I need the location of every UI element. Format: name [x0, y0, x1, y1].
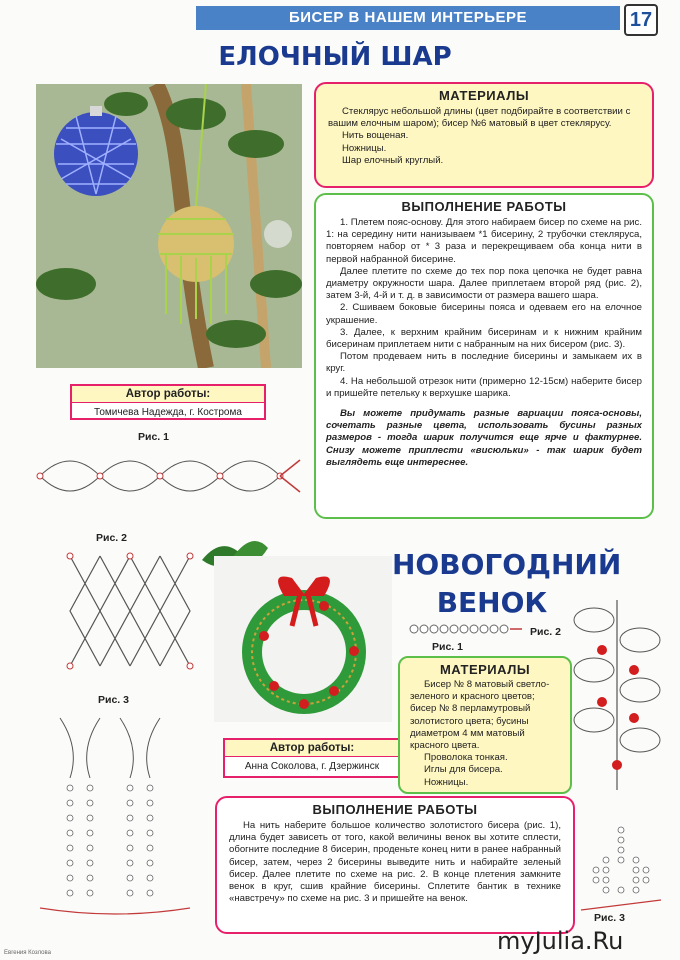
beading-diagram: [406, 622, 522, 636]
figure-label: Рис. 2: [530, 626, 561, 638]
beading-diagram: [40, 708, 190, 918]
instruction-note: Вы можете придумать разные вариации пояса-основы, сочетать разные цвета, использовать бусины разных размеров - тогда шарик получится еще ярче и фактурнее. Снизу можете приплести «висюльки» - так шарик будет выглядеть еще интереснее.: [326, 408, 642, 468]
materials-line: Иглы для бисера.: [424, 764, 503, 776]
author-name: Анна Соколова, г. Дзержинск: [244, 761, 380, 772]
instruction-step: Потом продеваем нить в последние бисерины и замыкаем их в круг.: [326, 351, 642, 375]
instructions-heading: ВЫПОЛНЕНИЕ РАБОТЫ: [312, 802, 478, 817]
photo-credit: Евгения Козлова: [4, 950, 51, 956]
article2-title-line: ВЕНОК: [436, 586, 548, 619]
materials-line: Бисер № 8 матовый светло-зеленого и красного цветов; бисер № 8 перламутровый золотистого цвета; бусины диаметром 4 мм матовый красного цвета.: [410, 679, 550, 752]
figure-label: Рис. 2: [96, 532, 127, 544]
figure-label: Рис. 1: [138, 431, 169, 443]
instruction-step: 1. Плетем пояс-основу. Для этого набираем бисер по схеме на рис. 1: на середину нити нанизываем *1 бисерину, 2 трубочки стекляруса, повторяем набор от * 3 раза и перекрещиваем оба конца нити в первой набранной бисерине.: [326, 217, 642, 265]
author-name: Томичева Надежда, г. Кострома: [94, 407, 242, 418]
page-number: 17: [624, 4, 658, 36]
ornament-photo: [36, 84, 302, 368]
beading-diagram: [572, 590, 662, 790]
instructions-heading: ВЫПОЛНЕНИЕ РАБОТЫ: [401, 199, 567, 214]
beading-diagram: [576, 820, 666, 920]
figure-label: Рис. 3: [98, 694, 129, 706]
site-watermark: myJulia.Ru: [497, 927, 624, 955]
instructions-box: [314, 193, 654, 519]
beading-diagram: [30, 446, 310, 506]
author-credit: [70, 384, 266, 420]
materials-line: Стеклярус небольшой длины (цвет подбирайте в соответствии с вашим елочным шаром); бисер №6 матовый в цвет стеклярусу.: [328, 106, 631, 130]
figure-label: Рис. 1: [432, 641, 463, 653]
author-heading: Автор работы:: [225, 740, 399, 757]
author-credit: [223, 738, 401, 778]
materials-box: [398, 656, 572, 794]
materials-box: [314, 82, 654, 188]
beading-diagram: [60, 546, 200, 676]
materials-heading: МАТЕРИАЛЫ: [438, 88, 530, 103]
instruction-step: 2. Сшиваем боковые бисерины пояса и одеваем его на елочное украшение.: [326, 302, 642, 326]
article2-title: [392, 546, 622, 622]
materials-line: Ножницы.: [424, 776, 469, 788]
wreath-photo: [214, 556, 392, 722]
materials-heading: МАТЕРИАЛЫ: [439, 662, 531, 677]
materials-line: Проволока тонкая.: [424, 752, 508, 764]
instruction-step: 3. Далее, к верхним крайним бисеринам и к нижним крайним бисеринам приплетаем нити с набранным на них бисером (рис. 3).: [326, 326, 642, 351]
author-heading: Автор работы:: [72, 386, 264, 403]
instruction-step: 4. На небольшой отрезок нити (примерно 12-15см) наберите бисер и пришейте петельку к верхушке шарика.: [326, 375, 642, 399]
article1-title: ЕЛОЧНЫЙ ШАР: [218, 42, 452, 72]
materials-line: Шар елочный круглый.: [342, 154, 444, 166]
instructions-box: [215, 796, 575, 934]
article2-title-line: НОВОГОДНИЙ: [392, 548, 622, 581]
instruction-text: На нить наберите большое количество золотистого бисера (рис. 1), длина будет зависеть от того, какой величины венок вы хотите сплести, обогните последние 8 бисерин, проденьте конец нити в ранее набранный бисер, затем, через 2 бисерины выведите нить и набирайте зеленый бисер. Далее плетите по схеме на рис. 2. В конце плетения замкните венок в круг, сшив крайние бисерины. Сплетите бантик в технике «навстречу» по схеме на рис. 3 и пришейте на венок.: [229, 820, 561, 905]
materials-line: Нить вощеная.: [342, 130, 409, 142]
figure-label: Рис. 3: [594, 912, 625, 924]
section-header: БИСЕР В НАШЕМ ИНТЕРЬЕРЕ: [196, 6, 620, 30]
materials-line: Ножницы.: [342, 142, 387, 154]
instruction-step: Далее плетите по схеме до тех пор пока цепочка не будет равна диаметру окружности шара. Далее приплетаем второй ряд (рис. 2), затем 3-й, 4-й и т. д. в зависимости от размера вашего шара.: [326, 265, 642, 302]
